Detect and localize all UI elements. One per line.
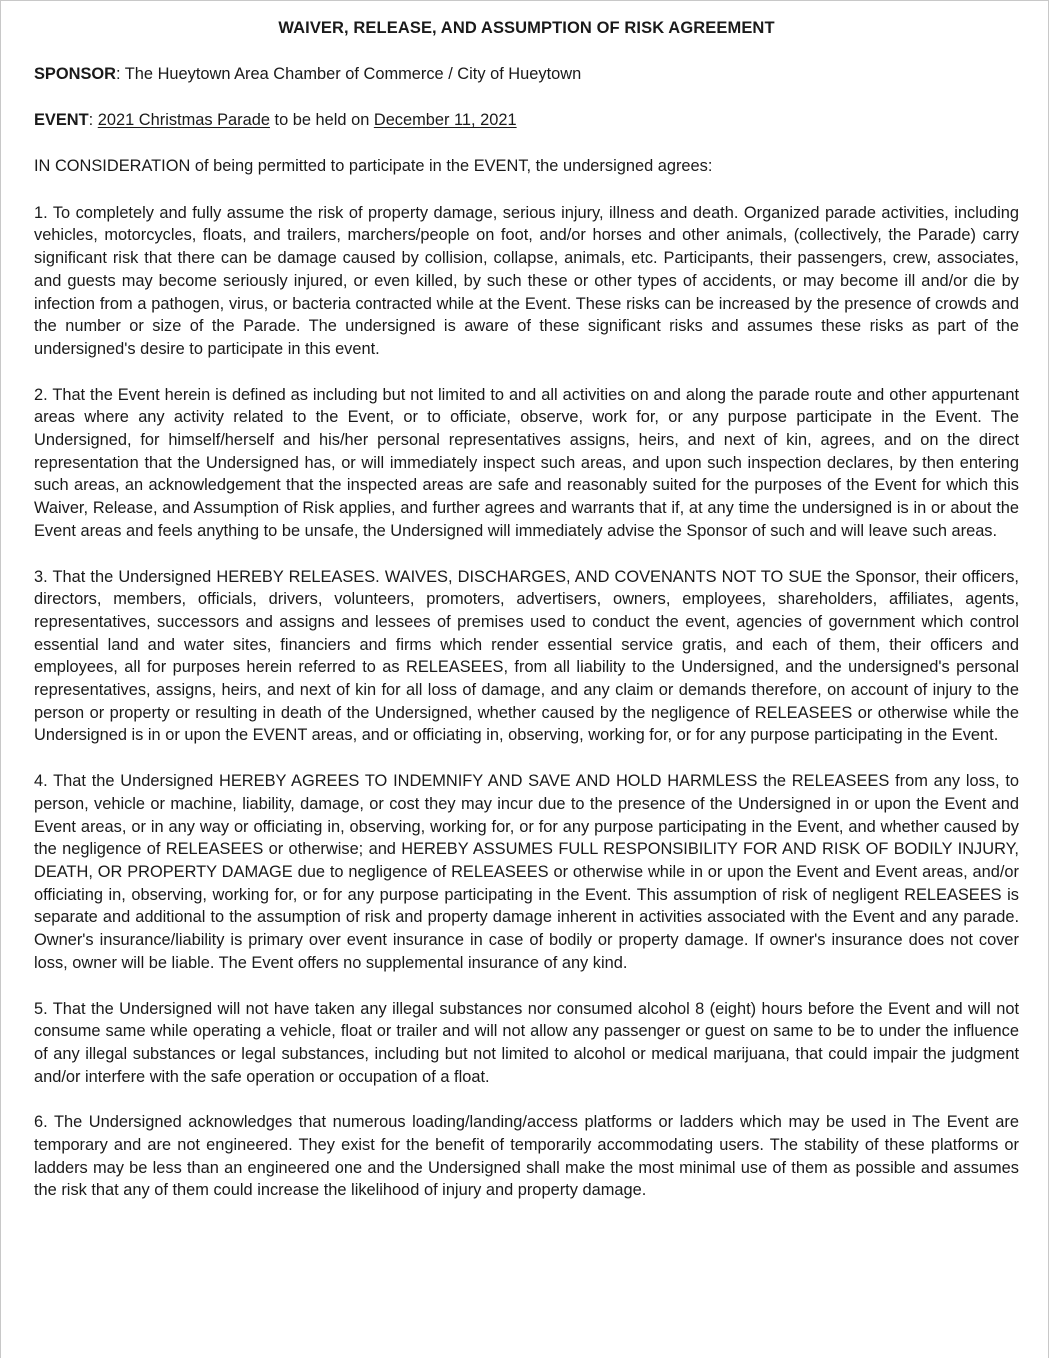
event-separator: : (88, 111, 98, 129)
clause-5: 5. That the Undersigned will not have taken any illegal substances nor consumed alcohol 8 (eight) hours before the Event and will not consume same while operating a vehicle, float or trailer and will not allow any passenger or guest on same to be to under the influence of any illegal substances or legal substances, including but not limited to alcohol or medical marijuana, that could impair the judgment and/or interfere with the safe operation or occupation of a float. (34, 999, 1019, 1086)
clause-1: 1. To completely and fully assume the risk of property damage, serious injury, illness and death. Organized parade activities, including vehicles, motorcycles, floats, and trailers, marchers/people on foot, and/or horses and other animals, (collectively, the Parade) carry significant risk that there can be damage caused by collision, collapse, animals, etc. Participants, their passengers, crew, associates, and guests may become seriously injured, or even killed, by such these or other types of accidents, or may become ill and/or die by infection from a pathogen, virus, or bacteria contracted while at the Event. These risks can be increased by the presence of crowds and the number or size of the Parade. The undersigned is aware of these significant risks and assumes these risks as part of the undersigned's desire to participate in this event. (34, 203, 1019, 358)
clause-3: 3. That the Undersigned HEREBY RELEASES. WAIVES, DISCHARGES, AND COVENANTS NOT TO SUE the Sponsor, their officers, directors, members, officials, drivers, volunteers, promoters, advertisers, owners, employees, shareholders, affiliates, agents, representatives, successors and assigns and lessees of premises used to conduct the event, agencies of government which control essential land and water sites, financiers and firms which render essential service gratis, and each of them, their officers and employees, all for purposes herein referred to as RELEASEES, from all liability to the Undersigned, and the undersigned's personal representatives, assigns, heirs, and next of kin for all loss of damage, and any claim or demands therefore, on account of injury to the person or property or resulting in death of the Undersigned, whether caused by the negligence of RELEASEES or otherwise while the Undersigned is in or upon the EVENT areas, and or officiating in, observing, working for, or for any purpose participating in the Event. (34, 567, 1019, 745)
sponsor-value: The Hueytown Area Chamber of Commerce / City of Hueytown (124, 65, 582, 83)
clause-4: 4. That the Undersigned HEREBY AGREES TO INDEMNIFY AND SAVE AND HOLD HARMLESS the RELEASEES from any loss, to person, vehicle or machine, liability, damage, or cost they may incur due to the presence of the Undersigned in or upon the Event and Event areas, or in any way or officiating in, observing, working for, or for any purpose participating in the Event, and whether caused by the negligence of RELEASEES or otherwise; and HEREBY ASSUMES FULL RESPONSIBILITY FOR AND RISK OF BODILY INJURY, DEATH, OR PROPERTY DAMAGE due to negligence of RELEASEES or otherwise while in or upon the Event and Event areas, and/or officiating in, observing, working for, or for any purpose participating in the Event. This assumption of risk of negligent RELEASEES is separate and additional to the assumption of risk and property damage inherent in activities associated with the Event and any parade. Owner's insurance/liability is primary over event insurance in case of bodily or property damage. If owner's insurance does not cover loss, owner will be liable. The Event offers no supplemental insurance of any kind. (34, 772, 1019, 972)
consideration-statement: IN CONSIDERATION of being permitted to participate in the EVENT, the undersigned agrees: (34, 157, 713, 175)
event-line (34, 109, 1019, 131)
event-connector: to be held on (269, 111, 374, 129)
clause-6: 6. The Undersigned acknowledges that numerous loading/landing/access platforms or ladders which may be used in The Event are temporary and are not engineered. They exist for the benefit of temporarily accommodating users. The stability of these platforms or ladders may be less than an engineered one and the Undersigned shall make the most minimal use of them as possible and assumes the risk that any of them could increase the likelihood of injury and property damage. (34, 1113, 1019, 1200)
sponsor-separator: : (115, 65, 125, 83)
sponsor-line (34, 63, 1019, 85)
event-name: 2021 Christmas Parade (97, 111, 270, 129)
event-date: December 11, 2021 (373, 111, 517, 129)
document-title: WAIVER, RELEASE, AND ASSUMPTION OF RISK AGREEMENT (278, 19, 775, 37)
event-label: EVENT (34, 111, 89, 129)
document-body (34, 17, 1019, 1225)
sponsor-label: SPONSOR (34, 65, 116, 83)
clause-2: 2. That the Event herein is defined as including but not limited to and all activities on and along the parade route and other appurtenant areas where any activity related to the Event, or to officiate, observe, work for, or any purpose participate in the Event. The Undersigned, for himself/herself and his/her personal representatives assigns, heirs, and next of kin, agrees, and on the direct representation that the Undersigned has, or will immediately inspect such areas, and upon such inspection declares, by then entering such areas, an acknowledgement that the inspected areas are safe and reasonably suited for the purposes of the Event for which this Waiver, Release, and Assumption of Risk applies, and further agrees and warrants that if, at any time the undersigned is in or about the Event areas and feels anything to be unsafe, the Undersigned will immediately advise the Sponsor of such and will leave such areas. (34, 385, 1019, 540)
